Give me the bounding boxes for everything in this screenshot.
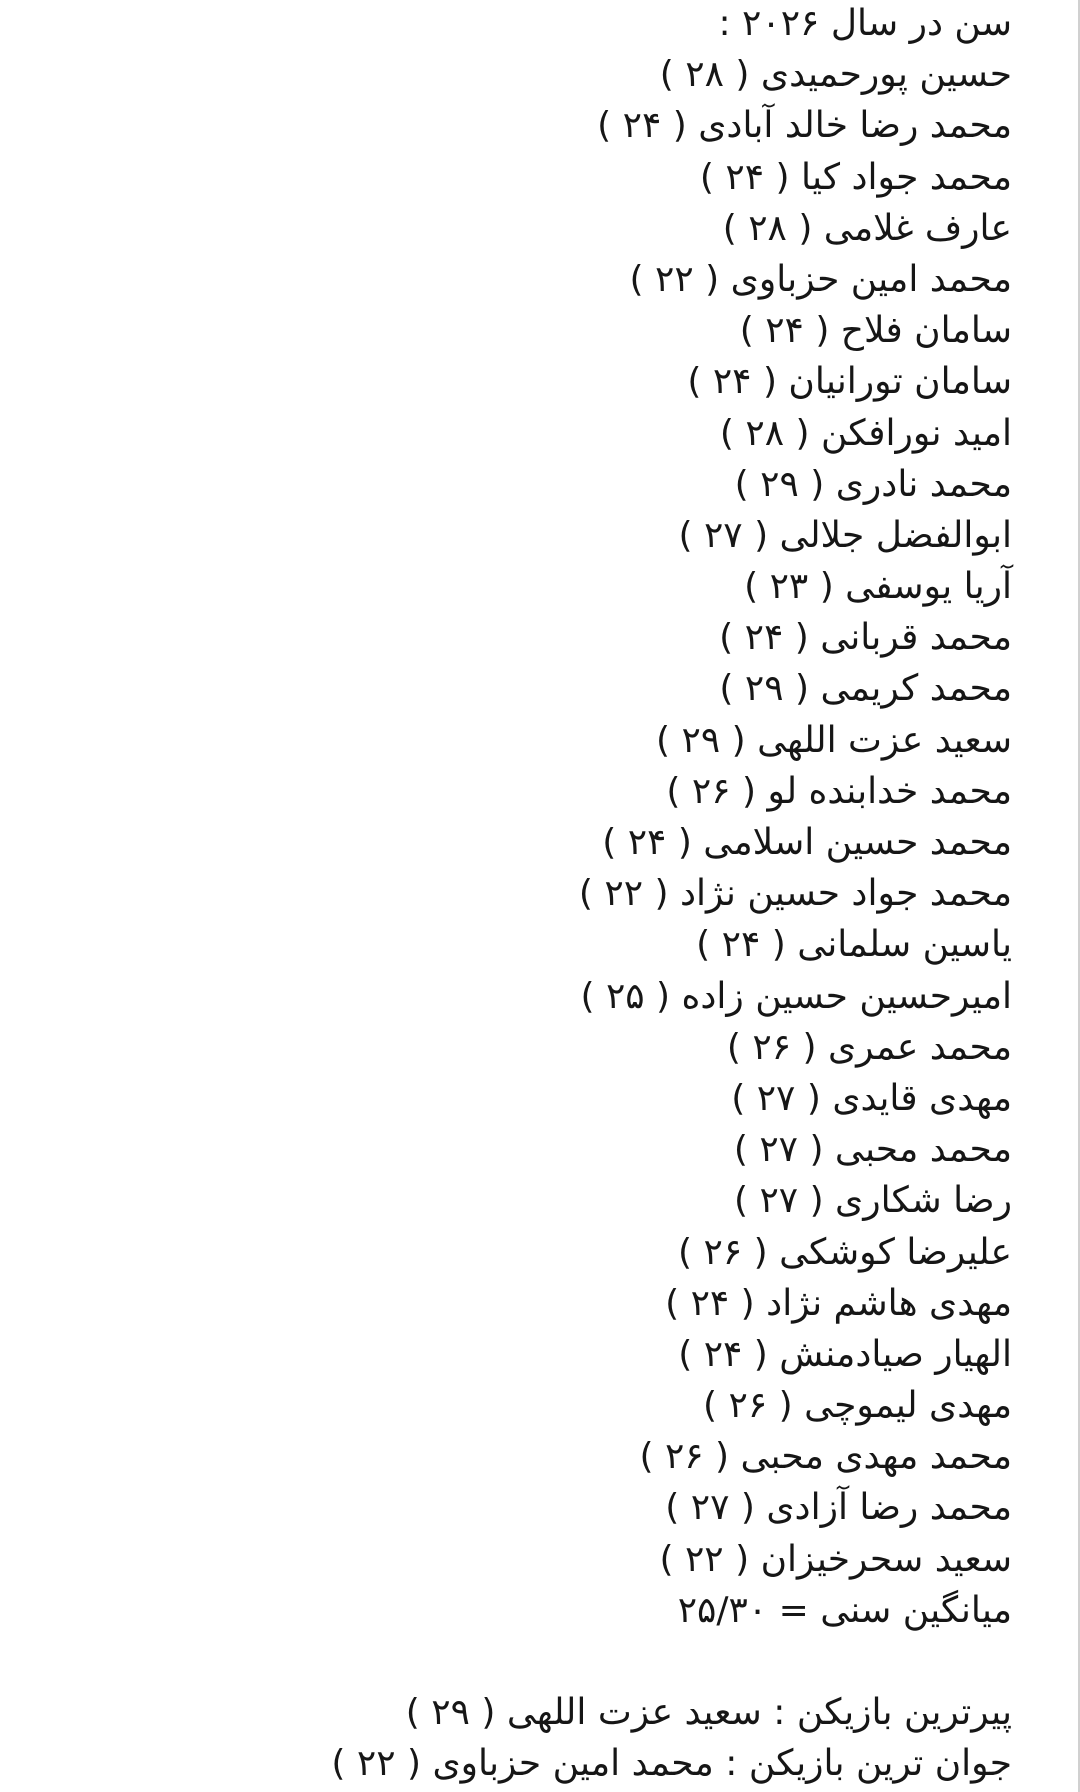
player-line: سامان تورانیان ( ۲۴ ): [687, 361, 1012, 403]
player-line: عارف غلامی ( ۲۸ ): [722, 207, 1012, 249]
player-line: سامان فلاح ( ۲۴ ): [739, 310, 1012, 352]
player-line: مهدی لیموچی ( ۲۶ ): [703, 1385, 1012, 1427]
player-line: حسین پورحمیدی ( ۲۸ ): [659, 54, 1012, 96]
player-line: امید نورافکن ( ۲۸ ): [719, 412, 1012, 454]
player-line: محمد مهدی محبی ( ۲۶ ): [639, 1436, 1012, 1478]
player-line: محمد رضا خالد آبادی ( ۲۴ ): [597, 105, 1012, 147]
player-line: مهدی قایدی ( ۲۷ ): [731, 1077, 1012, 1119]
player-line: محمد خدابنده لو ( ۲۶ ): [666, 770, 1012, 812]
player-line: محمد امین حزباوی ( ۲۲ ): [629, 258, 1012, 300]
player-line: محمد عمری ( ۲۶ ): [726, 1026, 1012, 1068]
player-line: محمد کریمی ( ۲۹ ): [719, 668, 1012, 710]
player-line: علیرضا کوشکی ( ۲۶ ): [678, 1231, 1012, 1273]
note-text: [172, 0, 1012, 1790]
player-line: یاسین سلمانی ( ۲۴ ): [696, 924, 1012, 966]
player-line: محمد جواد کیا ( ۲۴ ): [699, 156, 1012, 198]
player-line: رضا شکاری ( ۲۷ ): [733, 1180, 1012, 1222]
player-line: الهیار صیادمنش ( ۲۴ ): [678, 1333, 1012, 1375]
player-line: مهدی هاشم نژاد ( ۲۴ ): [665, 1282, 1012, 1324]
heading: سن در سال ۲۰۲۶ :: [718, 3, 1012, 44]
blank-line: [172, 1636, 1012, 1687]
player-line: محمد حسین اسلامی ( ۲۴ ): [602, 822, 1012, 863]
average-age: میانگین سنی = ۲۵/۳۰: [677, 1589, 1012, 1631]
player-line: سعید عزت اللهی ( ۲۹ ): [655, 719, 1012, 761]
player-line: محمد رضا آزادی ( ۲۷ ): [665, 1487, 1012, 1529]
player-line: محمد نادری ( ۲۹ ): [734, 463, 1012, 505]
player-line: محمد قربانی ( ۲۴ ): [719, 617, 1012, 659]
player-line: محمد محبی ( ۲۷ ): [733, 1129, 1012, 1171]
youngest-player: جوان ترین بازیکن : محمد امین حزباوی ( ۲۲ ): [331, 1743, 1012, 1785]
player-line: ابوالفضل جلالی ( ۲۷ ): [678, 514, 1012, 556]
player-line: سعید سحرخیزان ( ۲۲ ): [659, 1538, 1012, 1580]
player-line: آریا یوسفی ( ۲۳ ): [744, 566, 1012, 608]
oldest-player: پیرترین بازیکن : سعید عزت اللهی ( ۲۹ ): [405, 1692, 1012, 1734]
player-line: امیرحسین حسین زاده ( ۲۵ ): [580, 975, 1012, 1017]
player-line: محمد جواد حسین نژاد ( ۲۲ ): [578, 873, 1012, 915]
